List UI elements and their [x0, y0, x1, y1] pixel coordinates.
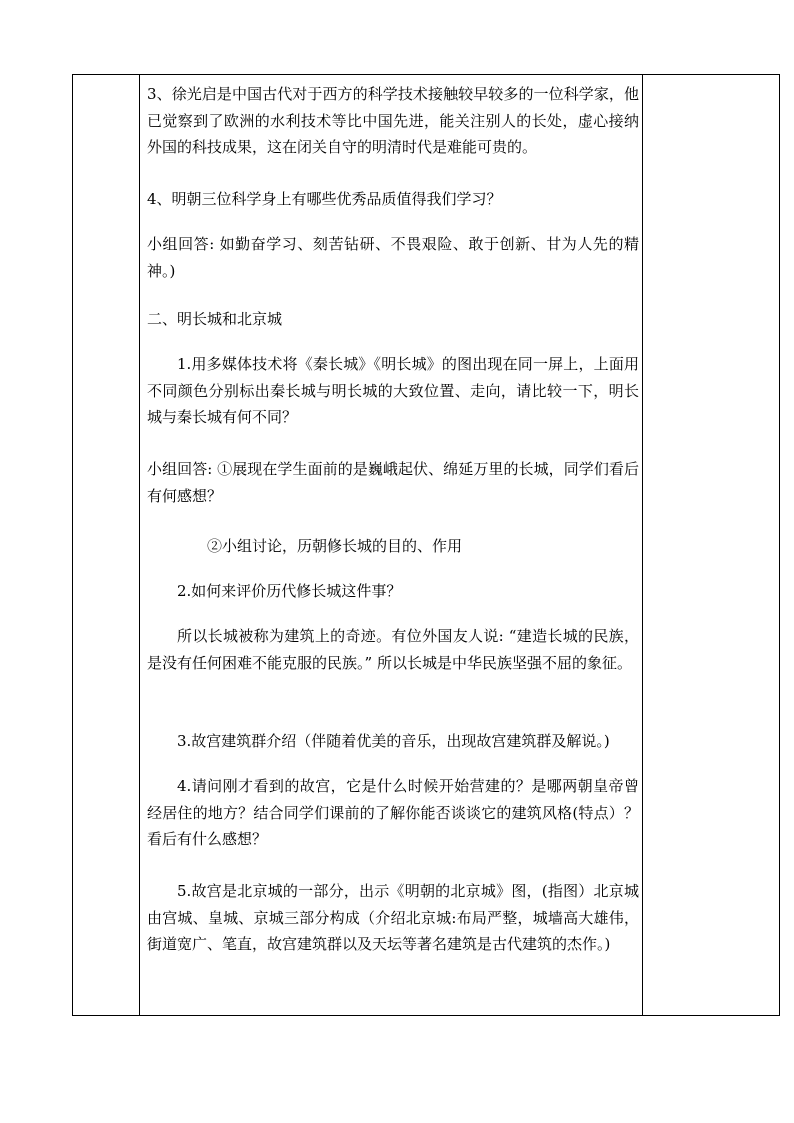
paragraph-group-answer-qualities: 小组回答: 如勤奋学习、刻苦钻研、不畏艰险、敢于创新、甘为人先的精神。) [147, 235, 639, 280]
paragraph-question-qualities: 4、明朝三位科学身上有哪些优秀品质值得我们学习？ [147, 190, 502, 208]
right-empty-cell [643, 75, 780, 1016]
paragraph-compare-great-walls: 1.用多媒体技术将《秦长城》《明长城》的图出现在同一屏上，上面用不同颜色分别标出秦长城与明长城的大致位置、走向，请比较一下，明长城与秦长城有何不同？ [147, 355, 639, 426]
lesson-plan-table [72, 74, 780, 1016]
main-content-cell [140, 75, 643, 1016]
paragraph-forbidden-city-question: 4.请问刚才看到的故宫，它是什么时候开始营建的？是哪两朝皇帝曾经居住的地方？结合同学们课前的了解你能否谈谈它的建筑风格(特点）？看后有什么感想？ [147, 777, 639, 848]
paragraph-evaluate-wall-building: 2.如何来评价历代修长城这件事？ [177, 582, 402, 600]
left-empty-cell [73, 75, 140, 1016]
paragraph-forbidden-city-intro: 3.故宫建筑群介绍（伴随着优美的音乐，出现故宫建筑群及解说。) [177, 732, 610, 750]
paragraph-beijing-city: 5.故宫是北京城的一部分，出示《明朝的北京城》图，(指图）北京城由宫城、皇城、京城三部分构成（介绍北京城:布局严整，城墙高大雄伟，街道宽广、笔直，故宫建筑群以及天坛等著名建筑是古代建筑的杰作。) [147, 882, 639, 953]
paragraph-group-answer-great-wall: 小组回答: ①展现在学生面前的是巍峨起伏、绵延万里的长城，同学们看后有何感想？ [147, 460, 639, 505]
table-row [73, 75, 780, 1016]
section-heading-great-wall-beijing: 二、明长城和北京城 [147, 310, 283, 328]
paragraph-group-discussion: ②小组讨论，历朝修长城的目的、作用 [207, 537, 463, 555]
paragraph-xu-guangqi: 3、徐光启是中国古代对于西方的科学技术接触较早较多的一位科学家，他已觉察到了欧洲的水利技术等比中国先进，能关注别人的长处，虚心接纳外国的科技成果，这在闭关自守的明清时代是难能可贵的。 [147, 85, 639, 156]
paragraph-great-wall-wonder: 所以长城被称为建筑上的奇迹。有位外国友人说: “建造长城的民族，是没有任何困难不能克服的民族。” 所以长城是中华民族坚强不屈的象征。 [147, 627, 639, 672]
